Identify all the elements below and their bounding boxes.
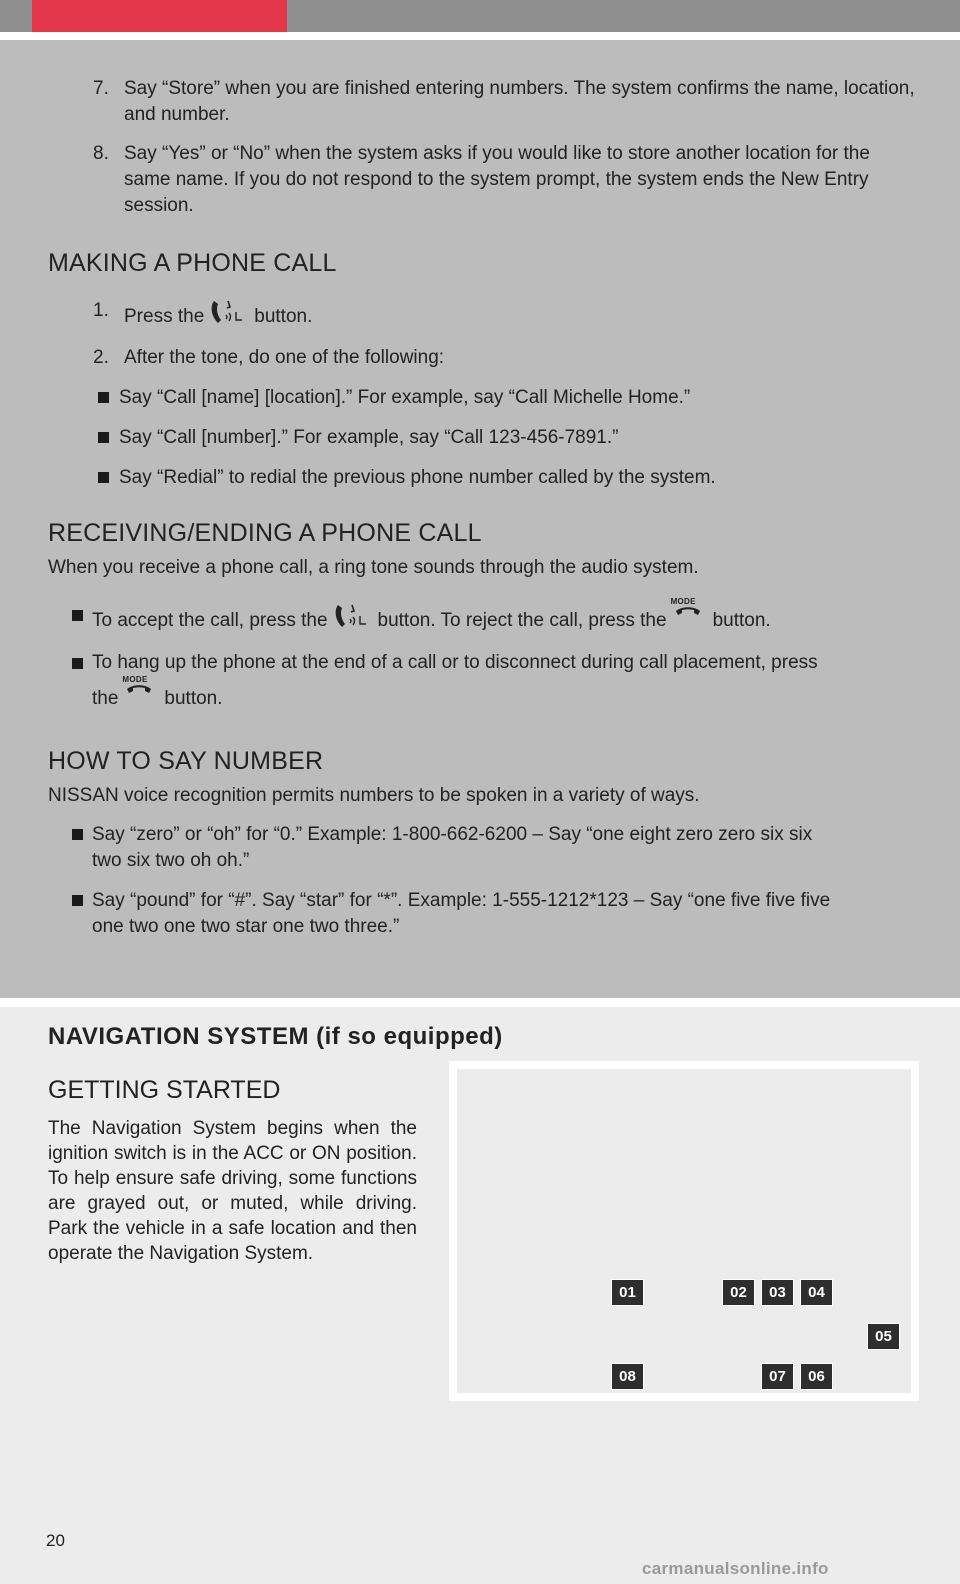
figure-image-area: [457, 1069, 911, 1393]
call-step-2-number: 2.: [93, 347, 109, 368]
page-number: 20: [46, 1531, 65, 1550]
step-8-text: Say “Yes” or “No” when the system asks if you would like to store another location for the same name. If you do not respond to the system prompt, the system ends the New Entry session.: [124, 143, 870, 216]
call-step-1: [124, 298, 312, 330]
top-divider: [0, 32, 960, 40]
say-number-heading: HOW TO SAY NUMBER: [48, 747, 324, 775]
talk-button-icon: [208, 298, 248, 328]
top-color-bar: [0, 0, 960, 32]
call-step-1-post: button.: [254, 306, 313, 327]
accept-pre: To accept the call, press the: [92, 610, 328, 631]
hangup-post: button.: [164, 688, 223, 709]
callout-07: 07: [761, 1363, 794, 1390]
say-number-intro: NISSAN voice recognition permits numbers to be spoken in a variety of ways.: [48, 785, 700, 806]
pound-star-example-line1: Say “pound” for “#”. Say “star” for “*”. Example: 1-555-1212*123 – Say “one five five five: [92, 890, 831, 911]
phone-hangup-mode-icon: [120, 675, 156, 706]
bullet-square: [98, 472, 109, 483]
zero-example-line2: two six two oh oh.”: [92, 850, 250, 871]
call-option-redial: Say “Redial” to redial the previous phone number called by the system.: [119, 467, 716, 488]
section-accent-tab: [32, 0, 287, 32]
callout-03: 03: [761, 1279, 794, 1306]
call-option-name: Say “Call [name] [location].” For example, say “Call Michelle Home.”: [119, 387, 691, 408]
bullet-square: [72, 895, 83, 906]
accept-post: button.: [712, 610, 771, 631]
making-call-heading: MAKING A PHONE CALL: [48, 249, 337, 277]
step-7-text: Say “Store” when you are finished entering numbers. The system confirms the name, location, and number.: [124, 78, 915, 125]
getting-started-heading: GETTING STARTED: [48, 1076, 281, 1104]
hangup-pre: the: [92, 688, 119, 709]
callout-08: 08: [611, 1363, 644, 1390]
hang-up-instruction-line2: [92, 675, 223, 712]
accept-mid: button. To reject the call, press the: [377, 610, 667, 631]
call-step-1-pre: Press the: [124, 306, 205, 327]
zero-example-line1: Say “zero” or “oh” for “0.” Example: 1-800-662-6200 – Say “one eight zero zero six six: [92, 824, 813, 845]
call-step-1-number: 1.: [93, 300, 109, 321]
bullet-square: [98, 432, 109, 443]
bullet-square: [72, 829, 83, 840]
section-divider: [0, 998, 960, 1007]
step-8-number: 8.: [93, 143, 109, 164]
hang-up-instruction-line1: To hang up the phone at the end of a call or to disconnect during call placement, press: [92, 652, 818, 673]
navigation-title: NAVIGATION SYSTEM (if so equipped): [48, 1023, 503, 1050]
bullet-square: [72, 658, 83, 669]
receiving-intro: When you receive a phone call, a ring tone sounds through the audio system.: [48, 557, 699, 578]
bullet-square: [72, 610, 83, 621]
phone-hangup-mode-icon: [669, 597, 705, 628]
callout-05: 05: [867, 1323, 900, 1350]
mode-label: MODE: [122, 675, 148, 684]
navigation-unit-figure: [449, 1061, 919, 1401]
step-7-number: 7.: [93, 78, 109, 99]
callout-02: 02: [722, 1279, 755, 1306]
mode-label: MODE: [670, 597, 696, 606]
talk-button-icon: [332, 602, 372, 632]
call-option-number: Say “Call [number].” For example, say “Call 123-456-7891.”: [119, 427, 619, 448]
callout-04: 04: [800, 1279, 833, 1306]
callout-06: 06: [800, 1363, 833, 1390]
bullet-square: [98, 392, 109, 403]
pound-star-example-line2: one two one two star one two three.”: [92, 916, 400, 937]
watermark-link[interactable]: carmanualsonline.info: [642, 1559, 829, 1578]
call-step-2-text: After the tone, do one of the following:: [124, 347, 445, 368]
receiving-call-heading: RECEIVING/ENDING A PHONE CALL: [48, 519, 482, 547]
callout-01: 01: [611, 1279, 644, 1306]
getting-started-body: The Navigation System begins when the ignition switch is in the ACC or ON position. To help ensure safe driving, some functions are grayed out, or muted, while driving. Park the vehicle in a safe location and then operate the Navigation System.: [48, 1118, 417, 1264]
accept-reject-instruction: [92, 597, 771, 634]
